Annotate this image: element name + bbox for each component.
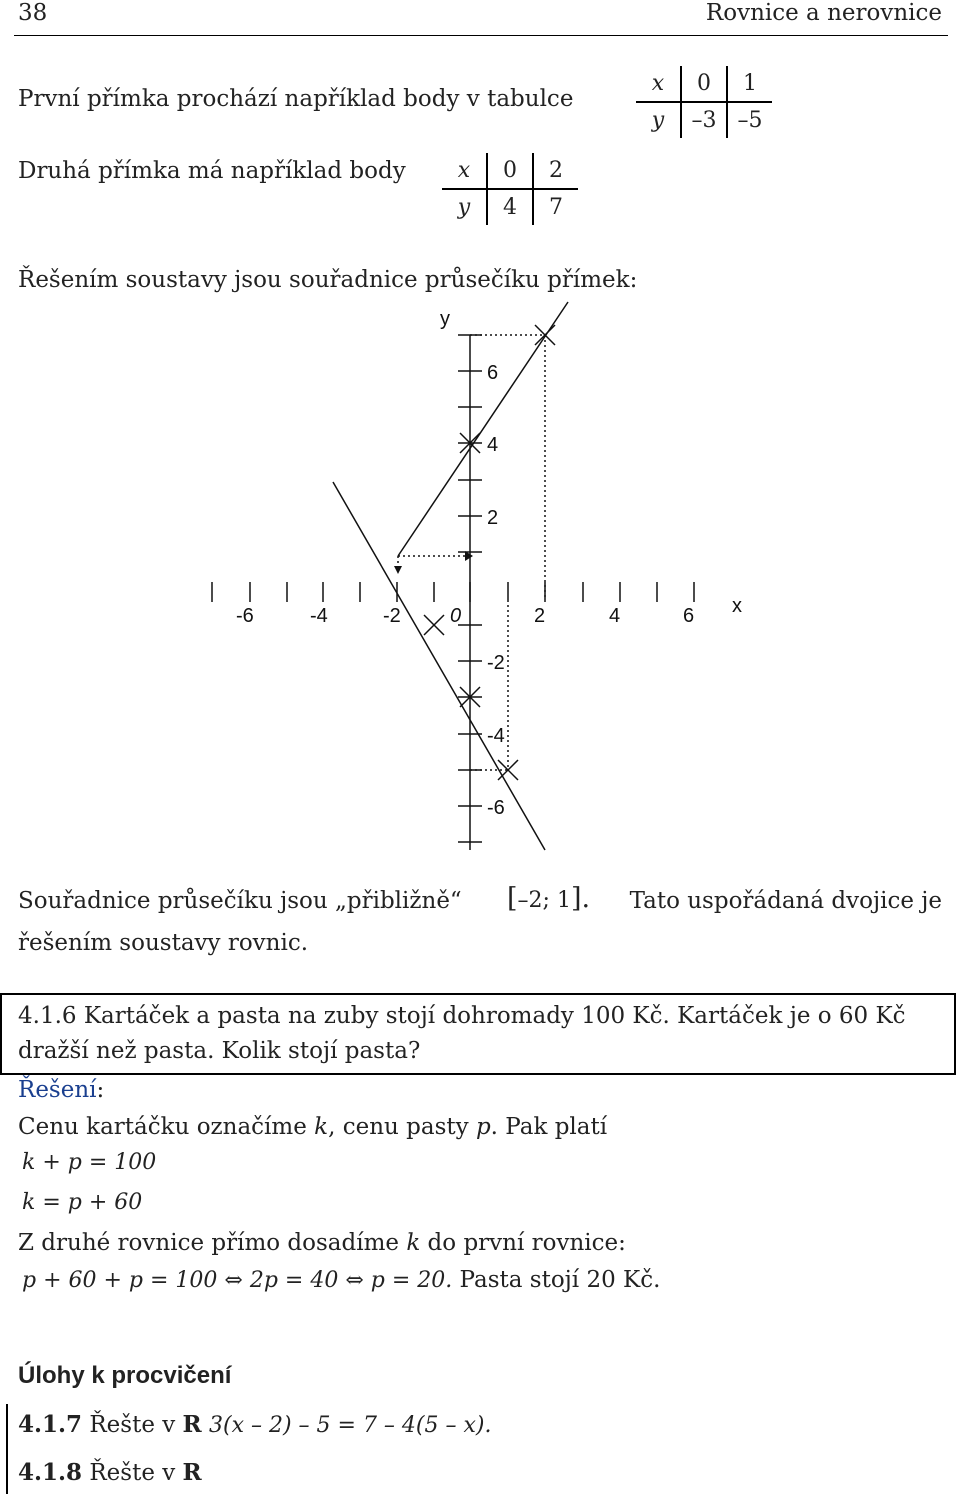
- line1-text: První přímka prochází například body v tabulce: [18, 86, 574, 112]
- tick-label-y: 4: [487, 434, 499, 456]
- axis-label-x: x: [732, 595, 742, 617]
- solution-line1: [18, 1112, 607, 1142]
- exercise-text: Řešte v: [82, 1412, 183, 1438]
- problem-text: Kartáček a pasta na zuby stojí dohromady 100 Kč. Kartáček je o 60 Kč: [76, 1003, 906, 1029]
- bracket-close: ].: [570, 883, 591, 914]
- coords-text-b: Tato uspořádaná dvojice je: [629, 888, 942, 914]
- var-p: p: [475, 1114, 491, 1140]
- tick-label-y: -6: [487, 797, 505, 819]
- problem-line2: dražší než pasta. Kolik stojí pasta?: [18, 1038, 421, 1064]
- exercise-number: 4.1.8: [18, 1459, 83, 1486]
- tick-label-x: -6: [236, 605, 254, 627]
- equation-3: p + 60 + p = 100 ⇔ 2p = 40 ⇔ p = 20.: [22, 1268, 453, 1293]
- solution-line2: [18, 1228, 626, 1258]
- set-symbol: R: [182, 1411, 202, 1438]
- exercise-text: Řešte v: [82, 1460, 183, 1486]
- equation-2: k = p + 60: [22, 1190, 143, 1215]
- tick-label-y: 2: [487, 507, 499, 529]
- tick-label-x: 4: [609, 605, 621, 627]
- tick-label-y: -2: [487, 652, 505, 674]
- tick-label-x: 2: [534, 605, 546, 627]
- sol-text: . Pak platí: [490, 1114, 608, 1140]
- solution-heading: [18, 1075, 104, 1105]
- table-cell: –5: [727, 102, 772, 138]
- exercise-equation: 3(x – 2) – 5 = 7 – 4(5 – x).: [208, 1413, 492, 1438]
- tick-label-y: 6: [487, 362, 499, 384]
- table-cell: –3: [681, 102, 727, 138]
- coords-text-c: řešením soustavy rovnic.: [18, 930, 309, 956]
- solution-heading-text: Řešení: [18, 1077, 97, 1103]
- set-symbol: R: [182, 1459, 202, 1486]
- sol-text: Pasta stojí 20 Kč.: [452, 1267, 661, 1293]
- table-cell: 4: [487, 189, 533, 225]
- exercise-bar: [6, 1404, 8, 1494]
- exercises-heading: Úlohy k procvičení: [18, 1362, 232, 1389]
- arrow-down-icon: [394, 566, 402, 574]
- tick-label-x: 0: [450, 605, 462, 627]
- sol-text: Cenu kartáčku označíme: [18, 1114, 315, 1140]
- tick-label-x: 6: [683, 605, 695, 627]
- table-cell: 0: [487, 153, 533, 189]
- problem-line1: [18, 1001, 906, 1031]
- table-cell: y: [457, 195, 471, 220]
- chapter-title: Rovnice a nerovnice: [705, 0, 942, 26]
- equation-1: k + p = 100: [22, 1150, 157, 1175]
- exercise-2: [18, 1458, 202, 1488]
- solution-intro: Řešením soustavy jsou souřadnice průsečíku přímek:: [18, 267, 638, 293]
- solution-line3: [22, 1265, 660, 1296]
- axis-label-y: y: [440, 308, 450, 330]
- tick-label-x: -4: [310, 605, 328, 627]
- exercise-number: 4.1.7: [18, 1411, 83, 1438]
- tick-label-x: -2: [383, 605, 401, 627]
- line2-text: Druhá přímka má například body: [18, 158, 406, 184]
- bracket-open: [: [507, 883, 518, 914]
- table-cell: 2: [533, 153, 578, 189]
- problem-number: 4.1.6: [18, 1003, 77, 1029]
- sol-text: Z druhé rovnice přímo dosadíme: [18, 1230, 407, 1256]
- table-cell: x: [636, 66, 681, 102]
- sol-text: do první rovnice:: [420, 1230, 626, 1256]
- solution-colon: :: [96, 1077, 105, 1103]
- sol-text: , cenu pasty: [328, 1114, 476, 1140]
- var-k: k: [314, 1114, 329, 1140]
- table-cell: y: [651, 108, 665, 133]
- x-axis-ticks: [212, 582, 694, 602]
- table-cell: 7: [533, 189, 578, 225]
- line-first: [333, 482, 545, 850]
- point-markers: [424, 325, 555, 780]
- table-cell: 0: [681, 66, 727, 102]
- bracket-content: –2; 1: [517, 888, 571, 913]
- page-number: 38: [18, 0, 48, 26]
- tick-label-y: -4: [487, 725, 505, 747]
- line-second: [398, 302, 568, 556]
- var-k: k: [406, 1230, 421, 1256]
- coords-text-a: Souřadnice průsečíku jsou „přibližně“: [18, 888, 462, 914]
- table-cell: x: [442, 153, 487, 189]
- table-cell: 1: [727, 66, 772, 102]
- coords-bracket: [507, 880, 590, 920]
- exercise-1: [18, 1410, 491, 1441]
